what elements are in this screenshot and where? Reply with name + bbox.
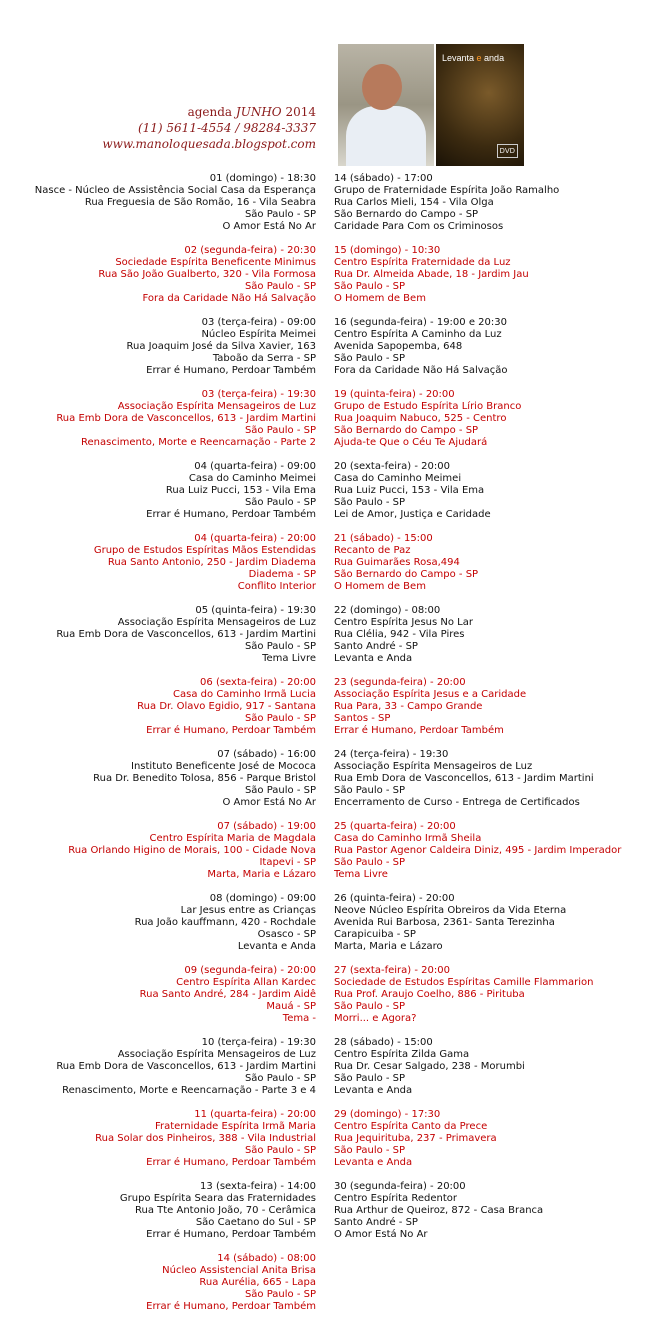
- agenda-entry: [334, 821, 648, 893]
- entry-date-time: 05 (quinta-feira) - 19:30: [195, 605, 316, 616]
- entry-date-time: 30 (segunda-feira) - 20:00: [334, 1181, 466, 1192]
- entry-venue: Nasce - Núcleo de Assistência Social Casa da Esperança: [34, 185, 316, 196]
- entry-date-time: 08 (domingo) - 09:00: [209, 893, 316, 904]
- entry-date-time: 14 (sábado) - 17:00: [334, 173, 433, 184]
- agenda-entry: [0, 1181, 316, 1253]
- entry-venue: Neove Núcleo Espírita Obreiros da Vida Eterna: [334, 905, 567, 916]
- website-link[interactable]: www.manoloquesada.blogspot.com: [102, 137, 316, 151]
- entry-date-time: 26 (quinta-feira) - 20:00: [334, 893, 455, 904]
- agenda-entry: [0, 893, 316, 965]
- speaker-shirt: [346, 106, 426, 166]
- entry-venue: Grupo de Estudo Espírita Lírio Branco: [334, 401, 522, 412]
- entry-date-time: 09 (segunda-feira) - 20:00: [184, 965, 316, 976]
- entry-address: Rua Prof. Araujo Coelho, 886 - Pirituba: [334, 989, 525, 1000]
- entry-venue: Associação Espírita Mensageiros de Luz: [117, 1049, 316, 1060]
- entry-address: Rua João kauffmann, 420 - Rochdale: [134, 917, 316, 928]
- entry-date-time: 14 (sábado) - 08:00: [217, 1253, 316, 1264]
- entry-city: São Bernardo do Campo - SP: [334, 569, 479, 580]
- entry-address: Rua Arthur de Queiroz, 872 - Casa Branca: [334, 1205, 544, 1216]
- entry-date-time: 19 (quinta-feira) - 20:00: [334, 389, 455, 400]
- entry-city: Diadema - SP: [248, 569, 316, 580]
- agenda-entry: [334, 893, 648, 965]
- entry-address: Rua Clélia, 942 - Vila Pires: [334, 629, 465, 640]
- entry-venue: Sociedade Espírita Beneficente Minimus: [115, 257, 316, 268]
- agenda-entry: [334, 1109, 648, 1181]
- entry-date-time: 25 (quarta-feira) - 20:00: [334, 821, 456, 832]
- agenda-entry: [0, 821, 316, 893]
- entry-address: Rua Dr. Benedito Tolosa, 856 - Parque Bristol: [93, 773, 316, 784]
- entry-topic: Renascimento, Morte e Reencarnação - Parte 2: [81, 437, 316, 448]
- entry-city: São Paulo - SP: [334, 785, 406, 796]
- entry-topic: Marta, Maria e Lázaro: [334, 941, 443, 952]
- entry-city: Carapicuiba - SP: [334, 929, 416, 940]
- entry-city: São Paulo - SP: [244, 425, 316, 436]
- entry-topic: Fora da Caridade Não Há Salvação: [334, 365, 508, 376]
- entry-venue: Centro Espírita A Caminho da Luz: [334, 329, 502, 340]
- entry-venue: Casa do Caminho Irmã Sheila: [334, 833, 482, 844]
- entry-address: Rua Emb Dora de Vasconcellos, 613 - Jardim Martini: [334, 773, 594, 784]
- entry-city: Santo André - SP: [334, 641, 418, 652]
- entry-city: Taboão da Serra - SP: [212, 353, 316, 364]
- entry-venue: Casa do Caminho Meimei: [188, 473, 316, 484]
- entry-address: Rua São João Gualberto, 320 - Vila Formosa: [98, 269, 316, 280]
- entry-date-time: 07 (sábado) - 19:00: [217, 821, 316, 832]
- entry-address: Rua Aurélia, 665 - Lapa: [199, 1277, 316, 1288]
- entry-venue: Associação Espírita Mensageiros de Luz: [334, 761, 533, 772]
- phone-numbers: (11) 5611-4554 / 98284-3337: [137, 121, 316, 135]
- agenda-entry: [334, 1181, 648, 1253]
- entry-date-time: 11 (quarta-feira) - 20:00: [194, 1109, 316, 1120]
- entry-topic: O Homem de Bem: [334, 293, 426, 304]
- agenda-entry: [0, 605, 316, 677]
- entry-venue: Associação Espírita Jesus e a Caridade: [334, 689, 527, 700]
- entry-date-time: 03 (terça-feira) - 19:30: [201, 389, 316, 400]
- entry-date-time: 04 (quarta-feira) - 09:00: [194, 461, 316, 472]
- agenda-entry: [0, 461, 316, 533]
- entry-city: São Bernardo do Campo - SP: [334, 425, 479, 436]
- entry-date-time: 10 (terça-feira) - 19:30: [201, 1037, 316, 1048]
- agenda-entry: [334, 1037, 648, 1109]
- entry-venue: Grupo de Estudos Espíritas Mãos Estendidas: [93, 545, 316, 556]
- agenda-entry: [0, 317, 316, 389]
- entry-city: São Bernardo do Campo - SP: [334, 209, 479, 220]
- entry-address: Rua Joaquim Nabuco, 525 - Centro: [334, 413, 507, 424]
- entry-address: Rua Emb Dora de Vasconcellos, 613 - Jardim Martini: [56, 413, 316, 424]
- entry-date-time: 07 (sábado) - 16:00: [217, 749, 316, 760]
- entry-address: Rua Pastor Agenor Caldeira Diniz, 495 - Jardim Imperador: [334, 845, 622, 856]
- agenda-entry: [334, 605, 648, 677]
- entry-address: Rua Orlando Higino de Morais, 100 - Cidade Nova: [68, 845, 316, 856]
- entry-venue: Associação Espírita Mensageiros de Luz: [117, 401, 316, 412]
- entry-date-time: 03 (terça-feira) - 09:00: [201, 317, 316, 328]
- entry-venue: Centro Espírita Canto da Prece: [334, 1121, 488, 1132]
- agenda-entry: [334, 965, 648, 1037]
- entry-topic: Ajuda-te Que o Céu Te Ajudará: [334, 437, 488, 448]
- agenda-entry: [0, 1109, 316, 1181]
- entry-venue: Centro Espírita Fraternidade da Luz: [334, 257, 511, 268]
- entry-venue: Lar Jesus entre as Crianças: [180, 905, 316, 916]
- entry-venue: Casa do Caminho Meimei: [334, 473, 462, 484]
- entry-date-time: 20 (sexta-feira) - 20:00: [334, 461, 450, 472]
- entry-venue: Centro Espírita Allan Kardec: [176, 977, 316, 988]
- entry-address: Rua Tte Antonio João, 70 - Cerâmica: [134, 1205, 316, 1216]
- agenda-column-right: [334, 173, 648, 1253]
- entry-city: Osasco - SP: [257, 929, 316, 940]
- entry-city: São Caetano do Sul - SP: [195, 1217, 316, 1228]
- entry-address: Rua Dr. Almeida Abade, 18 - Jardim Jau: [334, 269, 529, 280]
- entry-city: Santos - SP: [334, 713, 391, 724]
- entry-date-time: 06 (sexta-feira) - 20:00: [200, 677, 316, 688]
- entry-address: Rua Jequirituba, 237 - Primavera: [334, 1133, 497, 1144]
- entry-venue: Recanto de Paz: [334, 545, 411, 556]
- entry-address: Rua Solar dos Pinheiros, 388 - Vila Industrial: [95, 1133, 316, 1144]
- entry-city: São Paulo - SP: [244, 281, 316, 292]
- entry-venue: Sociedade de Estudos Espíritas Camille Flammarion: [334, 977, 594, 988]
- agenda-entry: [0, 965, 316, 1037]
- entry-date-time: 27 (sexta-feira) - 20:00: [334, 965, 450, 976]
- entry-date-time: 02 (segunda-feira) - 20:30: [184, 245, 316, 256]
- entry-address: Rua Emb Dora de Vasconcellos, 613 - Jardim Martini: [56, 1061, 316, 1072]
- entry-venue: Fraternidade Espírita Irmã Maria: [154, 1121, 316, 1132]
- entry-address: Rua Santo Antonio, 250 - Jardim Diadema: [107, 557, 316, 568]
- agenda-entry: [0, 533, 316, 605]
- header-images: [338, 44, 524, 166]
- entry-topic: Tema -: [282, 1013, 316, 1024]
- entry-city: São Paulo - SP: [244, 209, 316, 220]
- entry-address: Rua Dr. Cesar Salgado, 238 - Morumbi: [334, 1061, 525, 1072]
- entry-date-time: 04 (quarta-feira) - 20:00: [194, 533, 316, 544]
- entry-address: Rua Para, 33 - Campo Grande: [334, 701, 483, 712]
- entry-topic: Renascimento, Morte e Reencarnação - Parte 3 e 4: [62, 1085, 316, 1096]
- entry-venue: Grupo Espírita Seara das Fraternidades: [119, 1193, 316, 1204]
- entry-address: Rua Luiz Pucci, 153 - Vila Ema: [165, 485, 316, 496]
- entry-city: Santo André - SP: [334, 1217, 418, 1228]
- entry-city: Mauá - SP: [266, 1001, 316, 1012]
- entry-topic: Marta, Maria e Lázaro: [207, 869, 316, 880]
- agenda-entry: [0, 1253, 316, 1325]
- entry-city: São Paulo - SP: [334, 1145, 406, 1156]
- agenda-header: [0, 104, 316, 152]
- entry-venue: Grupo de Fraternidade Espírita João Ramalho: [334, 185, 560, 196]
- agenda-entry: [334, 461, 648, 533]
- entry-topic: Tema Livre: [262, 653, 316, 664]
- entry-address: Avenida Sapopemba, 648: [334, 341, 463, 352]
- agenda-entry: [334, 533, 648, 605]
- entry-address: Rua Emb Dora de Vasconcellos, 613 - Jardim Martini: [56, 629, 316, 640]
- entry-address: Rua Carlos Mieli, 154 - Vila Olga: [334, 197, 494, 208]
- entry-city: São Paulo - SP: [244, 1073, 316, 1084]
- entry-topic: O Amor Está No Ar: [222, 221, 316, 232]
- entry-topic: Errar é Humano, Perdoar Também: [146, 725, 316, 736]
- entry-topic: Fora da Caridade Não Há Salvação: [142, 293, 316, 304]
- entry-city: São Paulo - SP: [244, 1145, 316, 1156]
- entry-date-time: 28 (sábado) - 15:00: [334, 1037, 433, 1048]
- dvd-cover: [436, 44, 524, 166]
- agenda-entry: [0, 173, 316, 245]
- entry-address: Rua Joaquim José da Silva Xavier, 163: [126, 341, 316, 352]
- entry-topic: Encerramento de Curso - Entrega de Certificados: [334, 797, 580, 808]
- entry-topic: Errar é Humano, Perdoar Também: [146, 365, 316, 376]
- entry-venue: Casa do Caminho Irmã Lucia: [173, 689, 316, 700]
- entry-topic: Levanta e Anda: [334, 1157, 413, 1168]
- entry-topic: O Homem de Bem: [334, 581, 426, 592]
- entry-date-time: 23 (segunda-feira) - 20:00: [334, 677, 466, 688]
- entry-city: São Paulo - SP: [334, 1001, 406, 1012]
- agenda-entry: [334, 749, 648, 821]
- entry-city: São Paulo - SP: [244, 641, 316, 652]
- entry-venue: Centro Espírita Jesus No Lar: [334, 617, 473, 628]
- entry-topic: Errar é Humano, Perdoar Também: [146, 1301, 316, 1312]
- entry-venue: Núcleo Assistencial Anita Brisa: [162, 1265, 316, 1276]
- entry-topic: Morri... e Agora?: [334, 1013, 417, 1024]
- entry-date-time: 29 (domingo) - 17:30: [334, 1109, 441, 1120]
- entry-city: Itapevi - SP: [259, 857, 316, 868]
- entry-topic: Errar é Humano, Perdoar Também: [146, 1157, 316, 1168]
- entry-city: São Paulo - SP: [334, 281, 406, 292]
- entry-date-time: 24 (terça-feira) - 19:30: [334, 749, 449, 760]
- entry-city: São Paulo - SP: [334, 1073, 406, 1084]
- entry-address: Rua Luiz Pucci, 153 - Vila Ema: [334, 485, 485, 496]
- agenda-entry: [334, 317, 648, 389]
- agenda-title: agenda JUNHO 2014: [187, 105, 316, 119]
- entry-topic: Tema Livre: [334, 869, 388, 880]
- entry-city: São Paulo - SP: [334, 353, 406, 364]
- agenda-entry: [0, 245, 316, 317]
- entry-topic: Errar é Humano, Perdoar Também: [146, 1229, 316, 1240]
- entry-venue: Centro Espírita Zilda Gama: [334, 1049, 470, 1060]
- entry-city: São Paulo - SP: [244, 713, 316, 724]
- entry-city: São Paulo - SP: [244, 785, 316, 796]
- agenda-entry: [334, 677, 648, 749]
- speaker-photo: [338, 44, 434, 166]
- agenda-entry: [0, 749, 316, 821]
- agenda-entry: [334, 245, 648, 317]
- entry-topic: Conflito Interior: [237, 581, 316, 592]
- agenda-entry: [0, 389, 316, 461]
- entry-venue: Centro Espírita Redentor: [334, 1193, 457, 1204]
- entry-address: Rua Dr. Olavo Egidio, 917 - Santana: [137, 701, 316, 712]
- entry-venue: Núcleo Espírita Meimei: [201, 329, 316, 340]
- entry-date-time: 13 (sexta-feira) - 14:00: [200, 1181, 316, 1192]
- entry-date-time: 21 (sábado) - 15:00: [334, 533, 433, 544]
- entry-city: São Paulo - SP: [244, 497, 316, 508]
- entry-topic: Errar é Humano, Perdoar Também: [146, 509, 316, 520]
- entry-address: Rua Guimarães Rosa,494: [334, 557, 460, 568]
- entry-address: Rua Santo André, 284 - Jardim Aidê: [139, 989, 316, 1000]
- entry-date-time: 01 (domingo) - 18:30: [209, 173, 316, 184]
- entry-venue: Associação Espírita Mensageiros de Luz: [117, 617, 316, 628]
- entry-topic: Errar é Humano, Perdoar Também: [334, 725, 504, 736]
- agenda-entry: [334, 389, 648, 461]
- agenda-entry: [0, 1037, 316, 1109]
- entry-topic: Lei de Amor, Justiça e Caridade: [334, 509, 491, 520]
- agenda-entry: [334, 173, 648, 245]
- entry-address: Rua Freguesia de São Romão, 16 - Vila Seabra: [84, 197, 316, 208]
- entry-topic: Levanta e Anda: [334, 1085, 413, 1096]
- entry-city: São Paulo - SP: [334, 497, 406, 508]
- agenda-column-left: [0, 173, 316, 1325]
- dvd-title: Levanta e anda: [442, 53, 505, 63]
- entry-date-time: 16 (segunda-feira) - 19:00 e 20:30: [334, 317, 507, 328]
- entry-topic: Levanta e Anda: [334, 653, 413, 664]
- entry-address: Avenida Rui Barbosa, 2361- Santa Terezinha: [334, 917, 555, 928]
- entry-venue: Instituto Beneficente José de Mococa: [131, 761, 316, 772]
- entry-city: São Paulo - SP: [334, 857, 406, 868]
- entry-date-time: 22 (domingo) - 08:00: [334, 605, 441, 616]
- entry-venue: Centro Espírita Maria de Magdala: [149, 833, 316, 844]
- entry-topic: Caridade Para Com os Criminosos: [334, 221, 504, 232]
- entry-topic: O Amor Está No Ar: [334, 1229, 428, 1240]
- entry-city: São Paulo - SP: [244, 1289, 316, 1300]
- entry-topic: Levanta e Anda: [237, 941, 316, 952]
- dvd-logo: DVD: [497, 144, 518, 158]
- entry-date-time: 15 (domingo) - 10:30: [334, 245, 441, 256]
- agenda-entry: [0, 677, 316, 749]
- speaker-head: [362, 64, 402, 110]
- entry-topic: O Amor Está No Ar: [222, 797, 316, 808]
